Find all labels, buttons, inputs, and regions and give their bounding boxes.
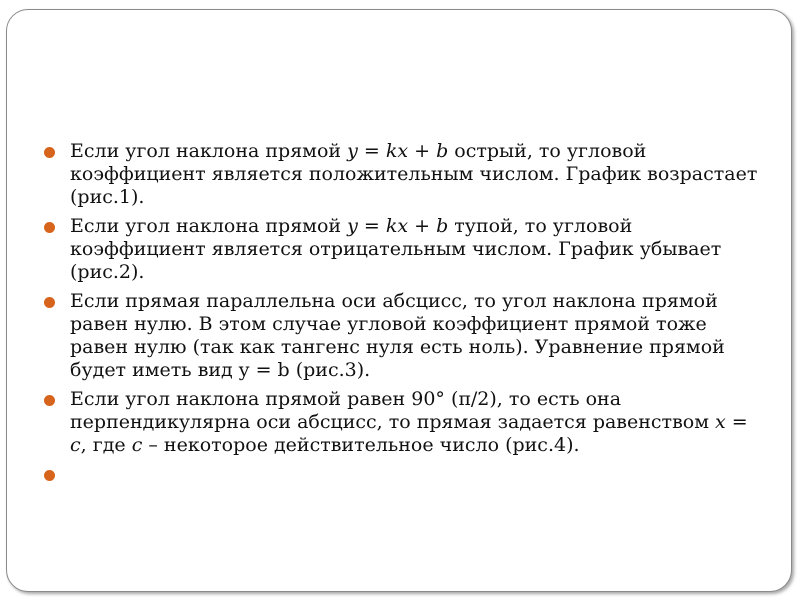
bullet-text: Если угол наклона прямой равен 90° (π/2), то есть она перпендикулярна оси абсцисс, то прямая задается равенством [70,388,716,433]
equation-vertical: x = c [70,411,748,456]
bullet-dot-icon [44,297,55,308]
bullet-list [44,140,764,492]
equation-line: y = kx + b [347,140,449,162]
bullet-dot-icon [44,222,55,233]
bullet-item-empty [44,463,764,486]
bullet-text: , где [80,434,132,456]
bullet-item-acute-angle [44,140,764,209]
bullet-text: – некоторое действительное число (рис.4). [142,434,580,456]
equation-line: y = kx + b [347,215,449,237]
bullet-dot-icon [44,470,55,481]
bullet-text: острый, то угловой коэффициент является положительным числом. График возрастает (рис.1). [70,140,758,208]
bullet-dot-icon [44,147,55,158]
bullet-text [70,463,76,485]
bullet-text: Если угол наклона прямой [70,140,348,162]
constant-c: c [131,434,143,456]
bullet-dot-icon [44,395,55,406]
bullet-item-vertical-line [44,388,764,457]
bullet-text: Если прямая параллельна оси абсцисс, то угол наклона прямой равен нулю. В этом случае угловой коэффициент прямой тоже равен нулю (так как тангенс нуля есть ноль). Уравнение прямой будет иметь вид y = b (рис.3). [70,290,725,381]
bullet-item-horizontal-line [44,290,764,382]
bullet-text: тупой, то угловой коэффициент является отрицательным числом. График убывает (рис.2). [70,215,722,283]
bullet-text: Если угол наклона прямой [70,215,348,237]
bullet-item-obtuse-angle [44,215,764,284]
